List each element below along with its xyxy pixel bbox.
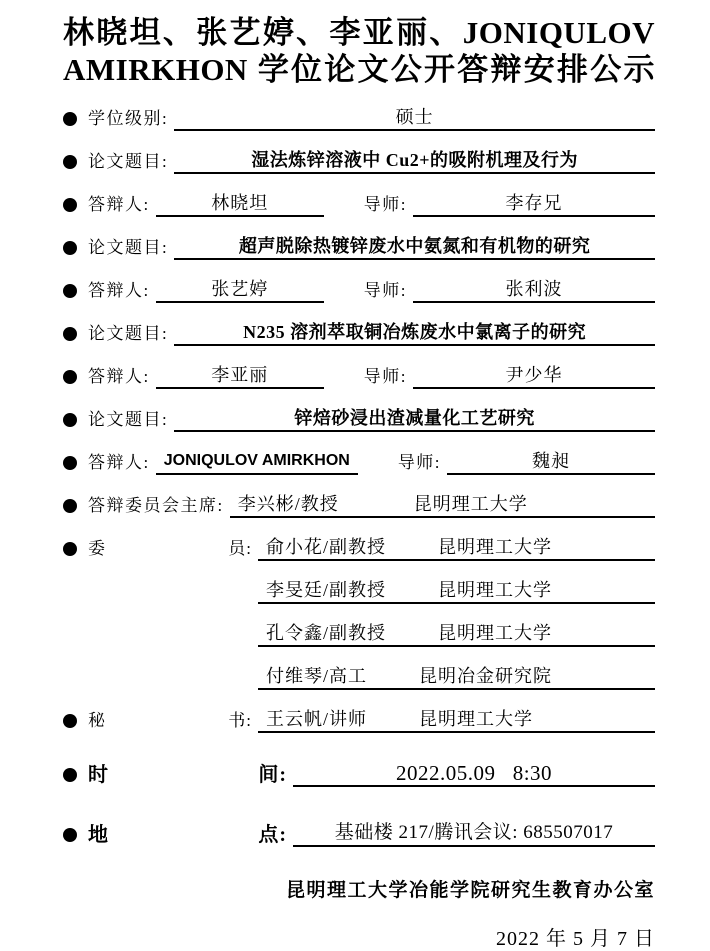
- member-name: 孔令鑫/副教授: [266, 623, 387, 643]
- advisor-value: 李存兄: [505, 193, 563, 213]
- member-label-b: 员:: [228, 539, 252, 558]
- defender-label: 答辩人:: [88, 367, 150, 386]
- bullet-icon: [63, 241, 77, 255]
- committee-member-row: [63, 533, 655, 561]
- committee-member-row: [63, 619, 655, 647]
- committee-chair-row: [63, 490, 655, 518]
- bullet-icon: [63, 284, 77, 298]
- time-underline: [293, 759, 655, 787]
- time-value: 2022.05.09 8:30: [395, 761, 553, 785]
- advisor-underline: [413, 361, 655, 389]
- member-name: 李旻廷/副教授: [266, 580, 387, 600]
- thesis-title-underline: [174, 318, 655, 346]
- secretary-name: 王云帆/讲师: [266, 709, 368, 729]
- defender-row: [63, 189, 655, 217]
- thesis-title-label: 论文题目:: [88, 410, 169, 429]
- committee-chair-underline: [230, 490, 655, 518]
- secretary-underline: [258, 705, 655, 733]
- secretary-label: [88, 709, 258, 733]
- secretary-org: 昆明理工大学: [419, 709, 534, 729]
- bullet-icon: [63, 714, 77, 728]
- time-label-b: 间:: [258, 764, 287, 786]
- degree-underline: [174, 103, 655, 131]
- defender-row: [63, 447, 655, 475]
- bullet-icon: [63, 499, 77, 513]
- thesis-title-value: N235 溶剂萃取铜冶炼废水中氯离子的研究: [243, 322, 587, 342]
- bullet-icon: [63, 413, 77, 427]
- advisor-label: 导师:: [397, 453, 442, 472]
- member-name: 俞小花/副教授: [266, 537, 387, 557]
- defender-underline: [156, 447, 358, 475]
- time-label: [88, 763, 293, 787]
- defender-underline: [156, 275, 324, 303]
- degree-value: 硕士: [395, 107, 434, 127]
- secretary-label-a: 秘: [88, 711, 106, 730]
- thesis-title-underline: [174, 404, 655, 432]
- advisor-value: 尹少华: [505, 365, 563, 385]
- thesis-title-row: [63, 146, 655, 174]
- bullet-icon: [63, 768, 77, 782]
- defender-row: [63, 275, 655, 303]
- page-title-line1: 林晓坦、张艺婷、李亚丽、JONIQULOV: [63, 15, 655, 50]
- member-org: 昆明理工大学: [438, 580, 553, 600]
- time-label-a: 时: [88, 764, 109, 786]
- bullet-icon: [63, 198, 77, 212]
- bullet-icon: [63, 456, 77, 470]
- bullet-icon: [63, 112, 77, 126]
- page-title-line2: AMIRKHON 学位论文公开答辩安排公示: [63, 52, 655, 87]
- place-label-b: 点:: [258, 824, 287, 846]
- place-underline: [293, 819, 655, 847]
- defender-value: 李亚丽: [211, 365, 269, 385]
- degree-row: [63, 103, 655, 131]
- member-org: 昆明理工大学: [438, 623, 553, 643]
- time-row: [63, 759, 655, 787]
- bullet-icon: [63, 327, 77, 341]
- advisor-label: 导师:: [363, 281, 407, 300]
- advisor-value: 魏昶: [532, 451, 571, 471]
- place-value: 基础楼 217/腾讯会议: 685507017: [334, 822, 614, 843]
- bullet-icon: [63, 828, 77, 842]
- advisor-label: 导师:: [363, 195, 407, 214]
- degree-label: 学位级别:: [88, 109, 169, 128]
- thesis-title-row: [63, 318, 655, 346]
- committee-member-row: [63, 662, 655, 690]
- place-label: [88, 823, 293, 847]
- member-org: 昆明理工大学: [438, 537, 553, 557]
- defender-label: 答辩人:: [88, 195, 150, 214]
- committee-member-underline: [258, 619, 655, 647]
- committee-member-underline: [258, 576, 655, 604]
- chair-name: 李兴彬/教授: [237, 494, 339, 514]
- member-org: 昆明冶金研究院: [419, 666, 553, 686]
- place-row: [63, 819, 655, 847]
- bullet-icon: [63, 155, 77, 169]
- thesis-title-underline: [174, 232, 655, 260]
- defender-value: JONIQULOV AMIRKHON: [163, 452, 350, 469]
- page-title: [63, 14, 655, 88]
- defender-label: 答辩人:: [88, 281, 150, 300]
- thesis-title-label: 论文题目:: [88, 238, 169, 257]
- thesis-title-row: [63, 404, 655, 432]
- defender-underline: [156, 189, 324, 217]
- advisor-underline: [413, 275, 655, 303]
- thesis-title-value: 超声脱除热镀锌废水中氨氮和有机物的研究: [238, 236, 591, 256]
- committee-member-underline: [258, 533, 655, 561]
- issue-date: 2022 年 5 月 7 日: [496, 928, 655, 950]
- advisor-value: 张利波: [505, 279, 563, 299]
- member-name: 付维琴/高工: [266, 666, 368, 686]
- defender-label: 答辩人:: [88, 453, 150, 472]
- committee-member-row: [63, 576, 655, 604]
- advisor-underline: [413, 189, 655, 217]
- chair-org: 昆明理工大学: [413, 494, 528, 514]
- defender-underline: [156, 361, 324, 389]
- defender-value: 林晓坦: [211, 193, 269, 213]
- bullet-icon: [63, 542, 77, 556]
- secretary-label-b: 书:: [228, 711, 252, 730]
- secretary-row: [63, 705, 655, 733]
- issuing-office: 昆明理工大学冶能学院研究生教育办公室: [285, 880, 655, 901]
- thesis-title-label: 论文题目:: [88, 324, 169, 343]
- thesis-title-underline: [174, 146, 655, 174]
- place-label-a: 地: [88, 824, 109, 846]
- thesis-title-value: 湿法炼锌溶液中 Cu2+的吸附机理及行为: [251, 150, 578, 170]
- committee-member-label: [88, 537, 258, 561]
- advisor-underline: [447, 447, 655, 475]
- thesis-title-row: [63, 232, 655, 260]
- committee-member-underline: [258, 662, 655, 690]
- defender-value: 张艺婷: [211, 279, 269, 299]
- advisor-label: 导师:: [363, 367, 407, 386]
- defender-row: [63, 361, 655, 389]
- committee-chair-label: 答辩委员会主席:: [88, 496, 224, 515]
- bullet-icon: [63, 370, 77, 384]
- thesis-title-label: 论文题目:: [88, 152, 169, 171]
- member-label-a: 委: [88, 539, 106, 558]
- thesis-title-value: 锌焙砂浸出渣减量化工艺研究: [294, 408, 535, 428]
